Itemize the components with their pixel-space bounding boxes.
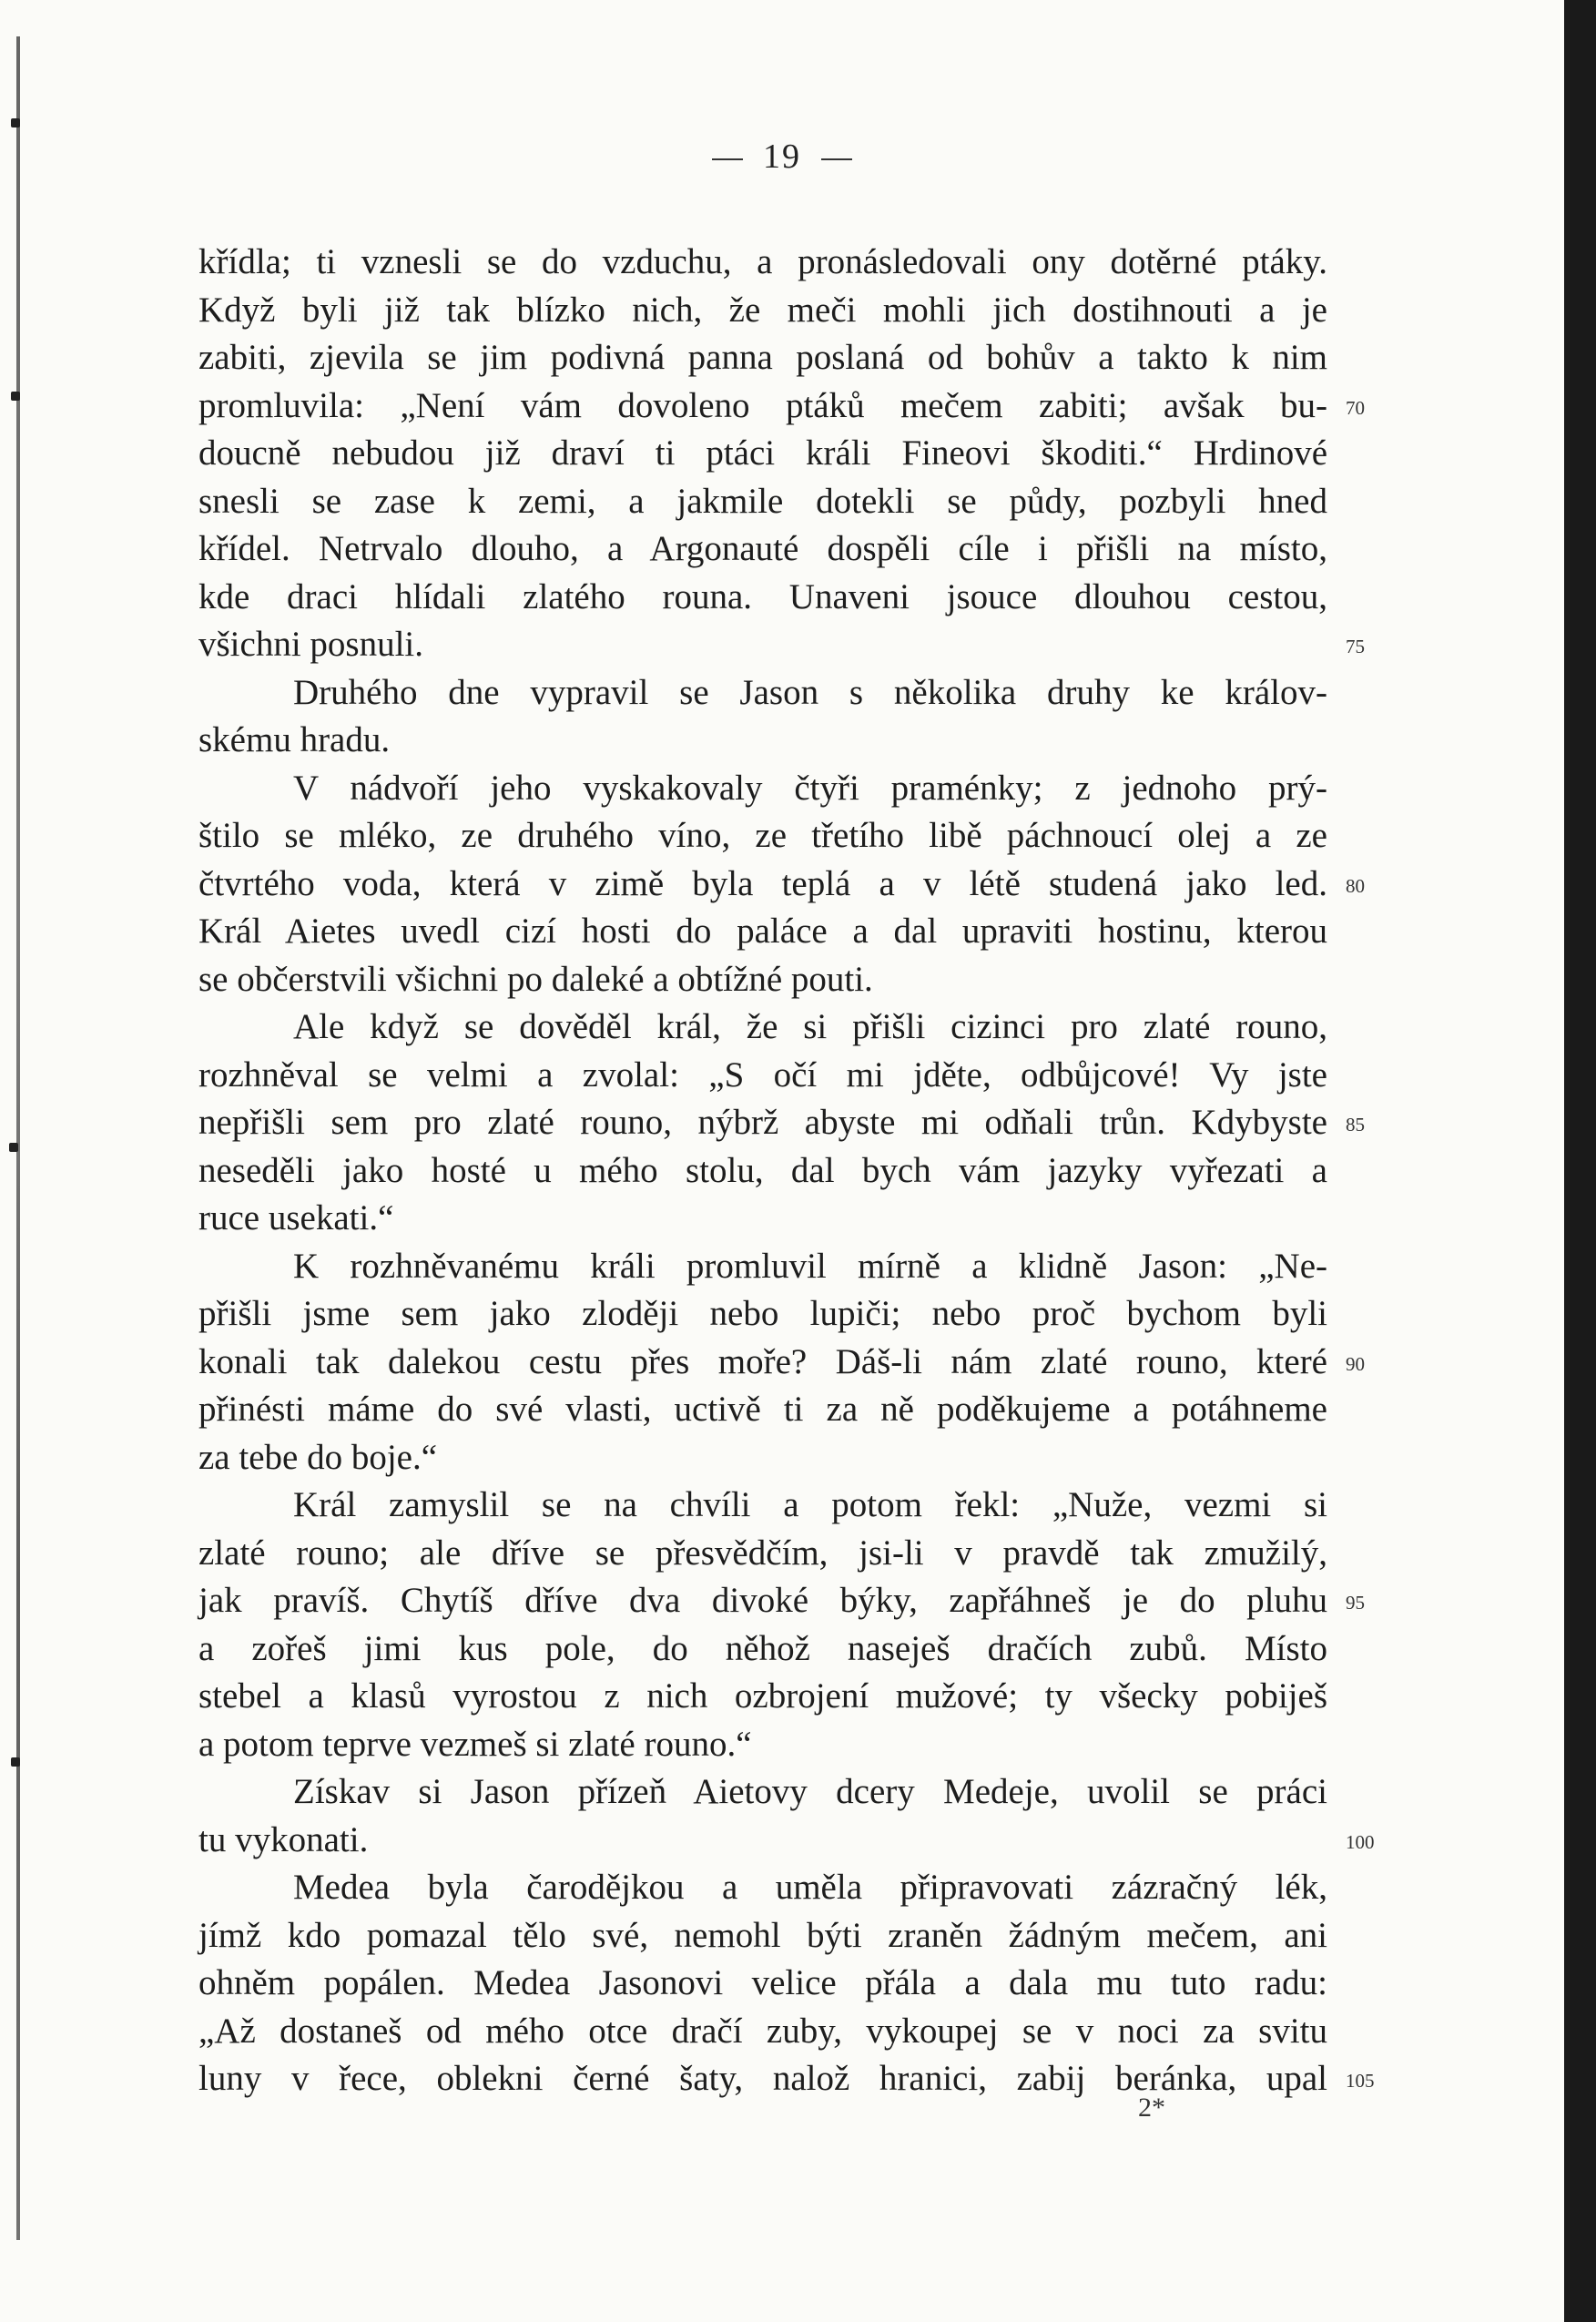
page-header bbox=[0, 137, 1564, 177]
text-line: a zořeš jimi kus pole, do něhož naseješ dračích zubů. Místo bbox=[198, 1628, 1327, 1668]
margin-line-number: 95 bbox=[1346, 1592, 1365, 1614]
text-line: „Až dostaneš od mého otce dračí zuby, vykoupej se v noci za svitu bbox=[198, 2011, 1327, 2051]
margin-line-number: 90 bbox=[1346, 1352, 1365, 1375]
text-line: jak pravíš. Chytíš dříve dva divoké býky, zapřáhneš je do pluhu bbox=[198, 1581, 1327, 1620]
margin-line-number: 100 bbox=[1346, 1830, 1375, 1853]
page-number: 19 bbox=[763, 137, 801, 176]
text-line: luny v řece, oblekni černé šaty, nalož hranici, zabij beránka, upal bbox=[198, 2059, 1327, 2098]
binding-mark bbox=[11, 1757, 20, 1767]
text-line: Ale když se dověděl král, že si přišli cizinci pro zlaté rouno, bbox=[293, 1007, 1327, 1046]
text-line: zlaté rouno; ale dříve se přesvědčím, jsi-li v pravdě tak zmužilý, bbox=[198, 1533, 1327, 1573]
text-line: tu vykonati. bbox=[198, 1819, 369, 1859]
margin-line-number: 75 bbox=[1346, 636, 1365, 657]
text-line: skému hradu. bbox=[198, 720, 391, 759]
text-line: K rozhněvanému králi promluvil mírně a klidně Jason: „Ne- bbox=[293, 1246, 1327, 1286]
text-line: Medea byla čarodějkou a uměla připravovati zázračný lék, bbox=[293, 1868, 1327, 1907]
binding-mark bbox=[11, 392, 20, 401]
text-line: ruce usekati.“ bbox=[198, 1198, 394, 1237]
text-line: a potom teprve vezmeš si zlaté rouno.“ bbox=[198, 1724, 752, 1764]
text-line: rozhněval se velmi a zvolal: „S očí mi jděte, odbůjcové! Vy jste bbox=[198, 1054, 1327, 1095]
body-text bbox=[198, 239, 1327, 2103]
text-line: zabiti, zjevila se jim podivná panna poslaná od bohův a takto k nim bbox=[198, 338, 1327, 377]
text-line: všichni posnuli. bbox=[198, 625, 424, 664]
text-line: čtvrtého voda, která v zimě byla teplá a v létě studená jako led. bbox=[198, 863, 1327, 903]
text-line: jímž kdo pomazal tělo své, nemohl býti zraněn žádným mečem, ani bbox=[198, 1915, 1327, 1955]
text-line: stebel a klasů vyrostou z nich ozbrojení mužové; ty všecky pobiješ bbox=[198, 1676, 1327, 1716]
text-line: nepřišli sem pro zlaté rouno, nýbrž abyste mi odňali trůn. Kdybyste bbox=[198, 1103, 1327, 1142]
text-line: křídel. Netrvalo dlouho, a Argonauté dospěli cíle i přišli na místo, bbox=[198, 529, 1327, 568]
text-line: přišli jsme sem jako zloději nebo lupiči; nebo proč bychom byli bbox=[198, 1294, 1327, 1333]
margin-line-number: 80 bbox=[1346, 874, 1365, 897]
binding-edge bbox=[16, 36, 20, 2240]
text-line: ohněm popálen. Medea Jasonovi velice přála a dala mu tuto radu: bbox=[198, 1963, 1327, 2002]
text-line: snesli se zase k zemi, a jakmile dotekli se půdy, pozbyli hned bbox=[198, 481, 1327, 521]
text-line: křídla; ti vznesli se do vzduchu, a pronásledovali ony dotěrné ptáky. bbox=[198, 242, 1327, 281]
signature-mark: 2* bbox=[1138, 2093, 1165, 2123]
text-line: kde draci hlídali zlatého rouna. Unaveni jsouce dlouhou cestou, bbox=[198, 576, 1327, 616]
text-line: Když byli již tak blízko nich, že meči mohli jich dostihnouti a je bbox=[198, 290, 1327, 330]
text-line: přinésti máme do své vlasti, uctivě ti za ně poděkujeme a potáhneme bbox=[198, 1390, 1327, 1429]
header-dash-right bbox=[821, 158, 852, 160]
binding-mark bbox=[9, 1143, 18, 1152]
margin-line-number: 85 bbox=[1346, 1114, 1365, 1136]
text-line: Král zamyslil se na chvíli a potom řekl: „Nuže, vezmi si bbox=[293, 1485, 1327, 1524]
text-line: se občerstvili všichni po daleké a obtížné pouti. bbox=[198, 959, 873, 999]
margin-line-number: 70 bbox=[1346, 396, 1365, 419]
text-line: za tebe do boje.“ bbox=[198, 1437, 438, 1477]
text-line: Král Aietes uvedl cizí hosti do paláce a dal upraviti hostinu, kterou bbox=[198, 911, 1327, 951]
text-line: Získav si Jason přízeň Aietovy dcery Medeje, uvolil se práci bbox=[293, 1772, 1327, 1811]
text-line: Druhého dne vypravil se Jason s několika druhy ke králov- bbox=[293, 672, 1327, 712]
text-line: konali tak dalekou cestu přes moře? Dáš-li nám zlaté rouno, které bbox=[198, 1341, 1327, 1381]
text-line: neseděli jako hosté u mého stolu, dal bych vám jazyky vyřezati a bbox=[198, 1150, 1327, 1190]
text-line: doucně nebudou již draví ti ptáci králi Fineovi škoditi.“ Hrdinové bbox=[198, 433, 1327, 473]
binding-mark bbox=[11, 118, 20, 127]
text-line: štilo se mléko, ze druhého víno, ze třetího libě páchnoucí olej a ze bbox=[198, 816, 1327, 855]
text-line: V nádvoří jeho vyskakovaly čtyři praménky; z jednoho prý- bbox=[293, 768, 1327, 808]
header-dash-left bbox=[712, 158, 743, 160]
text-line: promluvila: „Není vám dovoleno ptáků mečem zabiti; avšak bu- bbox=[198, 385, 1327, 425]
margin-line-number: 105 bbox=[1346, 2070, 1375, 2092]
